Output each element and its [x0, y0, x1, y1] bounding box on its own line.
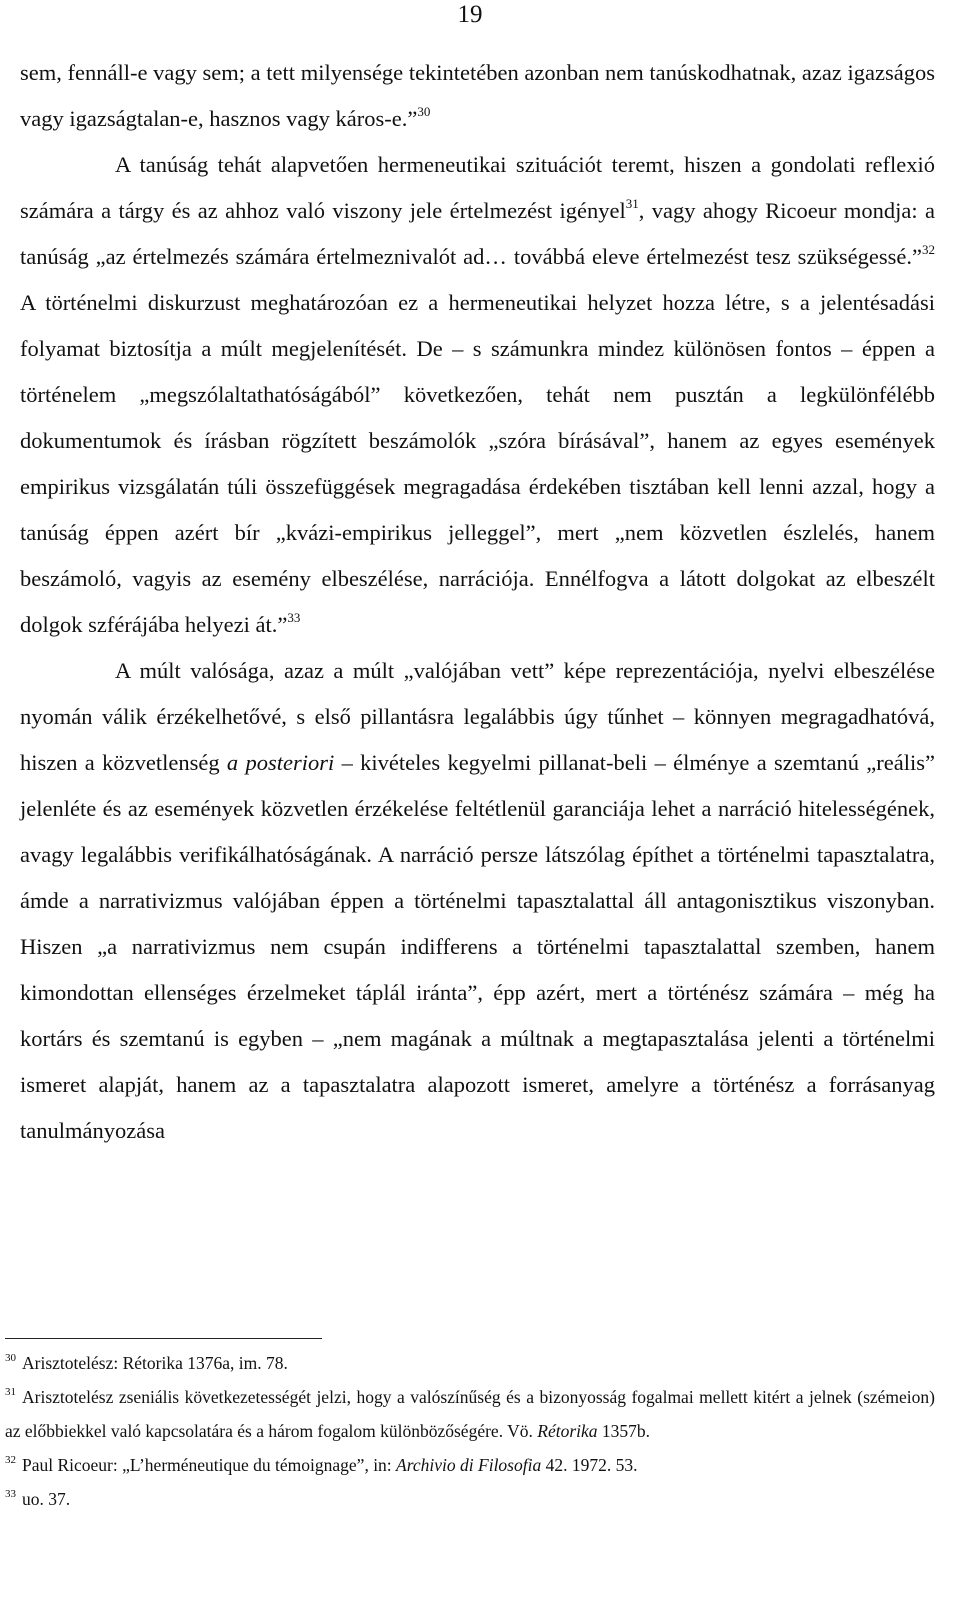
text-run: 42. 1972. 53.	[541, 1455, 638, 1475]
footnote	[5, 1380, 935, 1448]
footnotes	[5, 1346, 935, 1516]
footnote-separator	[5, 1338, 322, 1339]
footnote-reference: 33	[287, 610, 301, 625]
footnote-number: 31	[5, 1386, 16, 1398]
text-run: 1357b.	[597, 1421, 651, 1441]
text-run: Paul Ricoeur: „L’herméneutique du témoignage”, in:	[22, 1455, 397, 1475]
footnote-reference: 32	[922, 242, 935, 257]
italic-text: Rétorika	[537, 1421, 598, 1441]
text-run: sem, fennáll-e vagy sem; a tett milyensége tekintetében azonban nem tanúskodhatnak, azaz igazságos vagy igazságtalan-e, hasznos vagy káros-e.”	[20, 60, 935, 131]
footnote-reference: 30	[417, 104, 431, 119]
text-run: Arisztotelész zseniális következetességét jelzi, hogy a valószínűség és a bizonyosság fogalmai mellett kitért a jelnek (szémeion) az előbbiekkel való kapcsolatára és a három fogalom különbözőségére. Vö.	[5, 1387, 935, 1441]
italic-text: a posteriori	[226, 750, 335, 775]
text-run: – kivételes kegyelmi pillanat-beli – élménye a szemtanú „reális” jelenléte és az események közvetlen érzékelése feltétlenül garanciája lehet a narráció hitelességének, avagy legalábbis verifikálhatóságának. A narráció persze látszólag építhet a történelmi tapasztalatra, ámde a narrativizmus valójában éppen a történelmi tapasztalattal áll antagonisztikus viszonyban. Hiszen „a narrativizmus nem csupán indifferens a történelmi tapasztalattal szemben, hanem kimondottan ellenséges érzelmeket táplál iránta”, épp azért, mert a történész számára – még ha kortárs és szemtanú is egyben – „nem magának a múltnak a megtapasztalása jelenti a történelmi ismeret alapját, hanem az a tapasztalatra alapozott ismeret, amelyre a történész a forrásanyag tanulmányozása	[20, 750, 936, 1143]
footnote	[5, 1346, 935, 1380]
body-text	[20, 50, 935, 1154]
paragraph	[20, 142, 935, 648]
footnote-number: 33	[5, 1488, 16, 1500]
text-run: , vagy ahogy Ricoeur mondja: a tanúság „az értelmezés számára értelmeznivalót ad… továbbá eleve értelmezést tesz szükségessé.”	[20, 198, 935, 269]
text-run: A tanúság tehát alapvetően hermeneutikai szituációt teremt, hiszen a gondolati reflexió számára a tárgy és az ahhoz való viszony jele értelmezést igényel	[20, 152, 935, 223]
text-run: uo. 37.	[22, 1489, 71, 1509]
footnote	[5, 1482, 935, 1516]
italic-text: Archivio di Filosofia	[396, 1455, 542, 1475]
footnote-number: 32	[5, 1454, 16, 1466]
footnote	[5, 1448, 935, 1482]
paragraph	[20, 50, 935, 142]
page-number: 19	[457, 1, 483, 28]
footnote-number: 30	[5, 1352, 16, 1364]
text-run: Arisztotelész: Rétorika 1376a, im. 78.	[22, 1353, 288, 1373]
text-run: A múlt valósága, azaz a múlt „valójában vett” képe reprezentációja, nyelvi elbeszélése nyomán válik érzékelhetővé, s első pillantásra legalábbis úgy tűnhet – könnyen megragadhatóvá, hiszen a közvetlenség	[20, 658, 935, 775]
text-run: A történelmi diskurzust meghatározóan ez a hermeneutikai helyzet hozza létre, s a jelentésadási folyamat biztosítja a múlt megjelenítését. De – s számunkra mindez különösen fontos – éppen a történelem „megszólaltathatóságából” következően, tehát nem pusztán a legkülönfélébb dokumentumok és írásban rögzített beszámolók „szóra bírásával”, hanem az egyes események empirikus vizsgálatán túli összefüggések megragadása érdekében tisztában kell lenni azzal, hogy a tanúság éppen azért bír „kvázi-empirikus jelleggel”, mert „nem közvetlen észlelés, hanem beszámoló, vagyis az esemény elbeszélése, narrációja. Ennélfogva a látott dolgokat az elbeszélt dolgok szférájába helyezi át.”	[20, 290, 935, 637]
paragraph	[20, 648, 935, 1154]
footnote-reference: 31	[625, 196, 639, 211]
